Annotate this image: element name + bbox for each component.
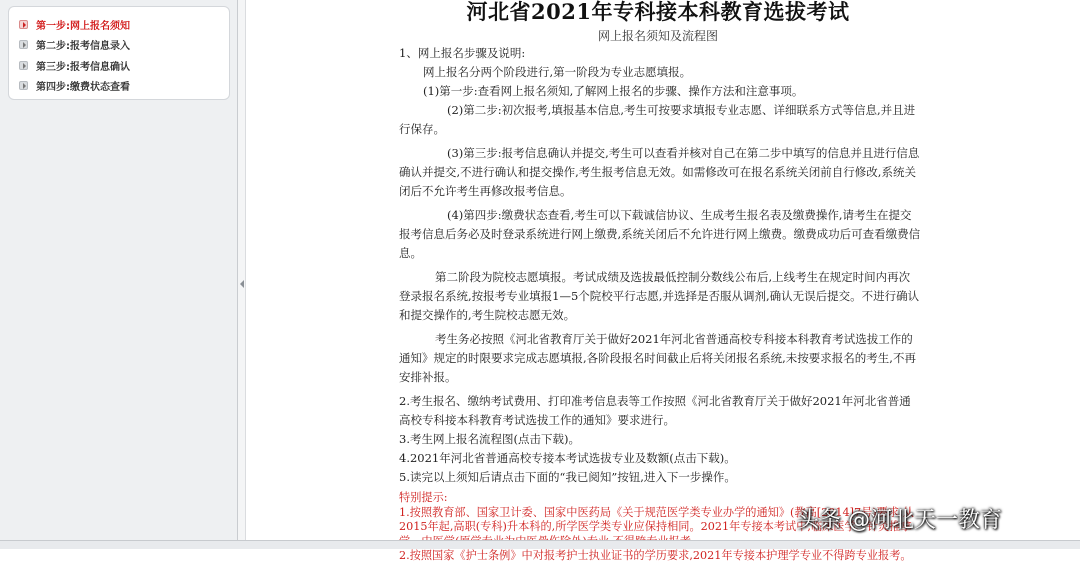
sidebar bbox=[0, 0, 238, 549]
paragraph: 2.考生报名、缴纳考试费用、打印准考信息表等工作按照《河北省教育厅关于做好2021年河北省普通高校专科接本科教育考试选拔工作的通知》要求进行。 bbox=[399, 394, 911, 427]
step-label: 第三步:报考信息确认 bbox=[36, 61, 130, 73]
paragraph: (2)第二步:初次报考,填报基本信息,考生可按要求填报专业志愿、详细联系方式等信息,并且进行保存。 bbox=[399, 103, 916, 136]
bottom-taskbar bbox=[0, 540, 1080, 549]
step-label: 第二步:报考信息录入 bbox=[36, 41, 130, 53]
chevron-right-icon bbox=[19, 40, 28, 49]
chevron-right-icon bbox=[19, 20, 28, 29]
majors-download-link[interactable]: 4.2021年河北省普通高校专接本考试选拔专业及数额(点击下载)。 bbox=[399, 451, 736, 465]
step-4-payment-status[interactable] bbox=[9, 76, 229, 97]
chevron-right-icon bbox=[19, 81, 28, 90]
main-content bbox=[246, 0, 1080, 562]
chevron-right-icon bbox=[19, 61, 28, 70]
step-3-info-confirm[interactable] bbox=[9, 55, 229, 76]
step-label: 第一步:网上报名须知 bbox=[36, 20, 130, 32]
step-label: 第四步:缴费状态查看 bbox=[36, 82, 130, 94]
notice-heading: 特别提示: bbox=[399, 491, 448, 504]
page-subtitle: 网上报名须知及流程图 bbox=[597, 29, 718, 43]
collapse-arrow-icon[interactable] bbox=[240, 280, 244, 288]
panel-splitter[interactable] bbox=[238, 0, 246, 549]
page-title: 河北省2021年专科接本科教育选拔考试 bbox=[466, 0, 850, 24]
paragraph: (4)第四步:缴费状态查看,考生可以下载诚信协议、生成考生报名表及缴费操作,请考生在提交报考信息后务必及时登录系统进行网上缴费,系统关闭后不允许进行网上缴费。缴费成功后可查看缴费信息。 bbox=[399, 208, 921, 260]
notice-document bbox=[399, 44, 921, 564]
step-2-info-entry[interactable] bbox=[9, 35, 229, 56]
paragraph: (3)第三步:报考信息确认并提交,考生可以查看并核对自己在第二步中填写的信息并且进行信息确认并提交,不进行确认和提交操作,考生报考信息无效。如需修改可在报名系统关闭前自行修改,系统关闭后不允许考生再修改报考信息。 bbox=[399, 146, 920, 198]
notice-item: 1.按照教育部、国家卫计委、国家中医药局《关于规范医学类专业办学的通知》(教高[2014]7号)要求,从2015年起,高职(专科)升本科的,所学医学类专业应保持相同。2021年专接本考试中,临床医学、针灸推拿 bbox=[399, 505, 914, 533]
paragraph: (1)第一步:查看网上报名须知,了解网上报名的步骤、操作方法和注意事项。 bbox=[423, 84, 804, 98]
watermark: 头条 @河北天一教育 bbox=[797, 508, 1002, 533]
notice-item: 2.按照国家《护士条例》中对报考护士执业证书的学历要求,2021年专接本护理学专业不得跨专业报考。 bbox=[399, 549, 912, 562]
paragraph: 第二阶段为院校志愿填报。考试成绩及选拔最低控制分数线公布后,上线考生在规定时间内再次登录报名系统,按报考专业填报1—5个院校平行志愿,并选择是否服从调剂,确认无误后提交。不进行确认和提交操作的,考生院校志愿无效。 bbox=[399, 270, 920, 322]
paragraph: 5.读完以上须知后请点击下面的“我已阅知”按钮,进入下一步操作。 bbox=[399, 470, 736, 484]
paragraph: 考生务必按照《河北省教育厅关于做好2021年河北省普通高校专科接本科教育考试选拔工作的通知》规定的时限要求完成志愿填报,各阶段报名时间截止后将关闭报名系统,未按要求报名的考生,不再安排补报。 bbox=[399, 332, 916, 384]
steps-panel bbox=[8, 6, 230, 100]
section-heading: 1、网上报名步骤及说明: bbox=[399, 46, 526, 60]
step-1-registration-notice[interactable] bbox=[9, 14, 229, 35]
paragraph: 网上报名分两个阶段进行,第一阶段为专业志愿填报。 bbox=[423, 65, 692, 79]
flowchart-download-link[interactable]: 3.考生网上报名流程图(点击下载)。 bbox=[399, 432, 580, 446]
